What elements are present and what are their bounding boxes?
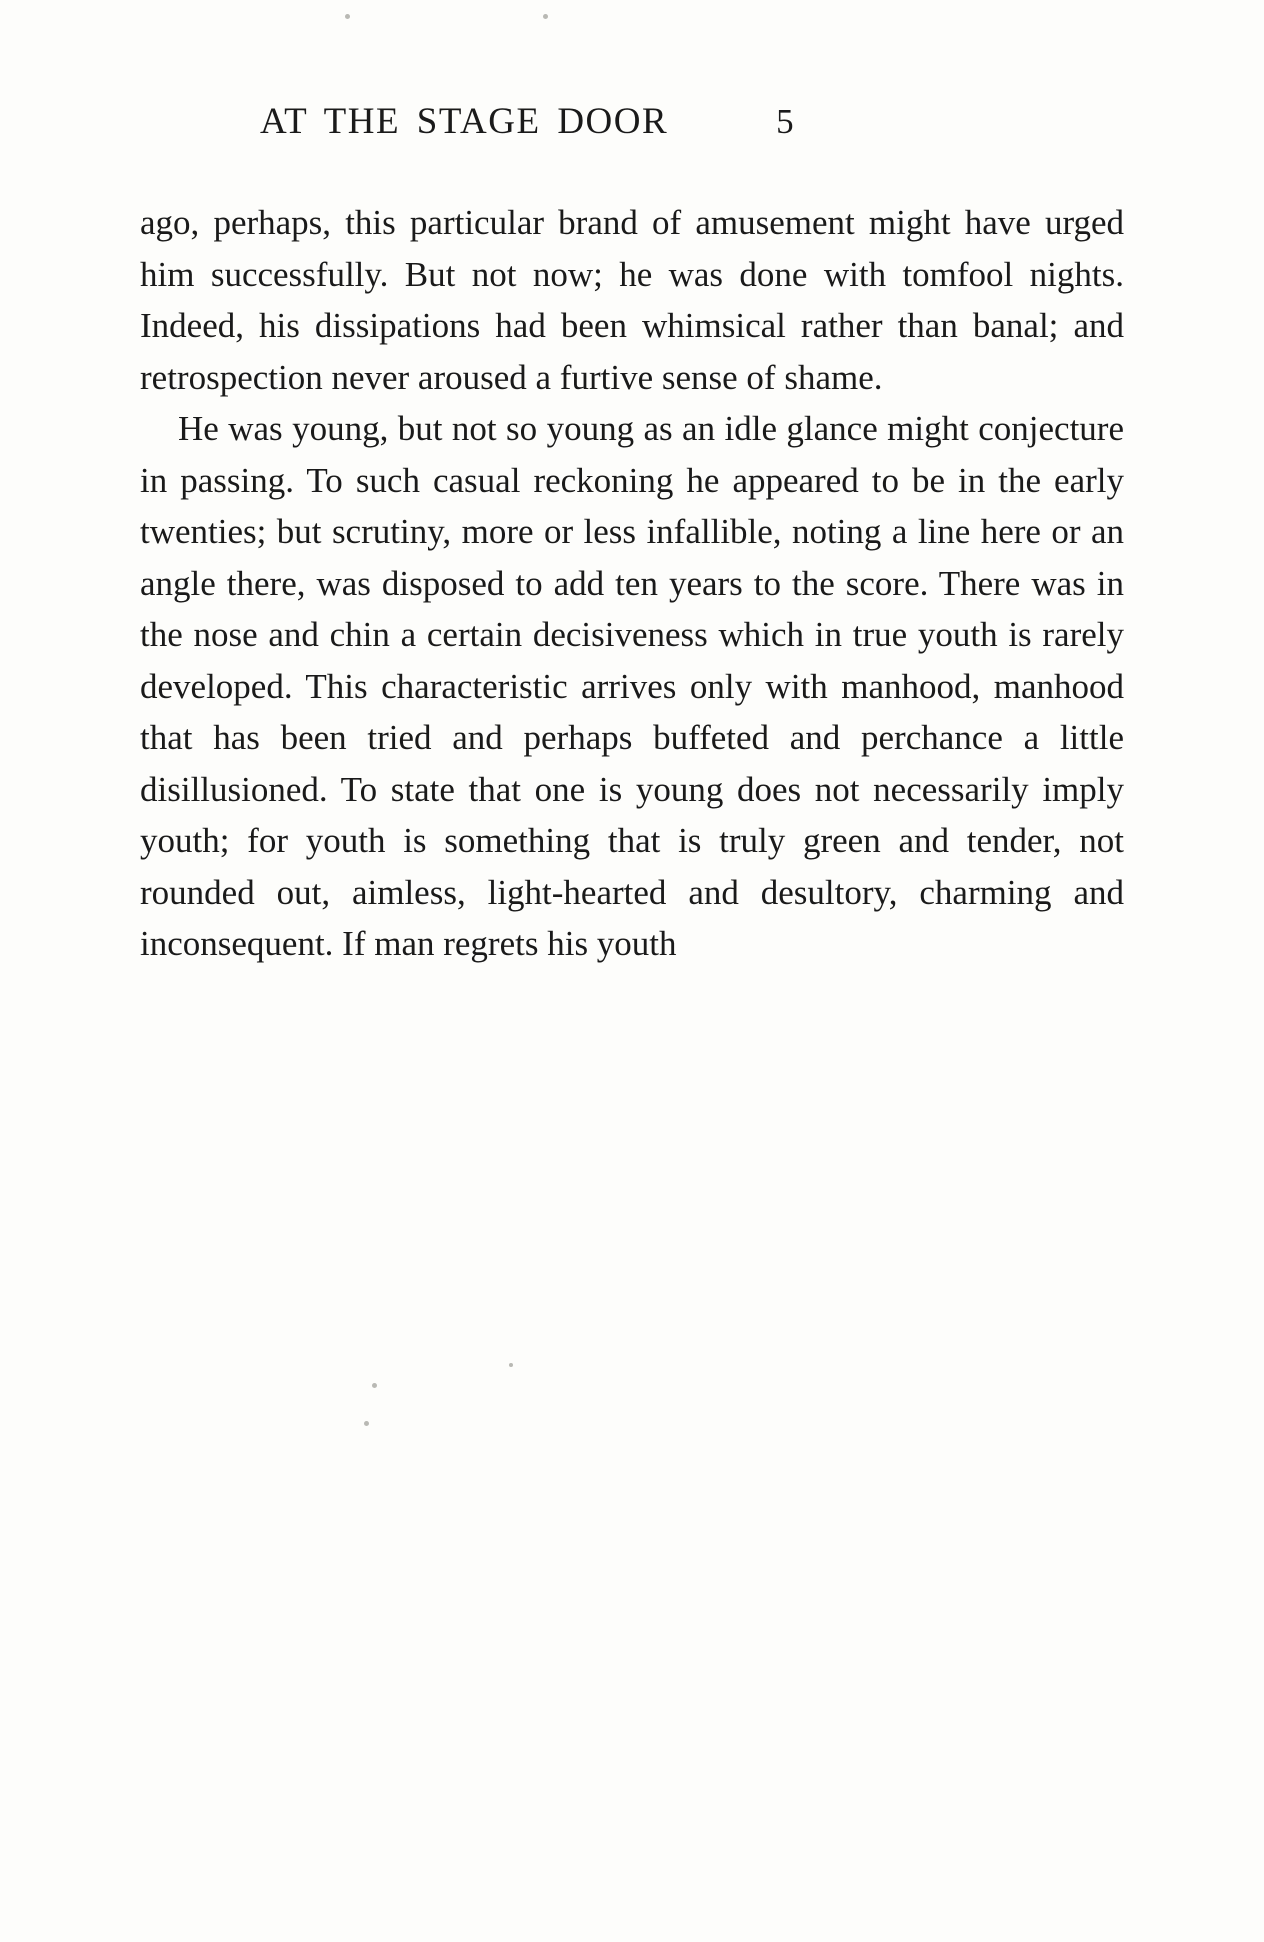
page-speck	[372, 1383, 377, 1388]
page-speck	[364, 1421, 369, 1426]
page-content	[140, 100, 1124, 970]
page-title: AT THE STAGE DOOR	[260, 101, 669, 142]
paragraph: He was young, but not so young as an idle glance might conjecture in passing. To such casual reckoning he appeared to be in the early twenties; but scrutiny, more or less infallible, noting a line here or an angle there, was disposed to add ten years to the score. There was in the nose and chin a certain decisiveness which in true youth is rarely developed. This characteristic arrives only with manhood, manhood that has been tried and perhaps buffeted and perchance a little disillusioned. To state that one is young does not necessarily imply youth; for youth is something that is truly green and tender, not rounded out, aimless, light-hearted and desultory, charming and inconsequent. If man regrets his youth	[140, 409, 1124, 963]
paragraph: ago, perhaps, this particular brand of amusement might have urged him successfully. But not now; he was done with tomfool nights. Indeed, his dissipations had been whimsical rather than banal; and retrospection never aroused a furtive sense of shame.	[140, 203, 1124, 397]
page-speck	[509, 1363, 513, 1367]
page-speck	[345, 14, 350, 19]
body-text	[140, 197, 1124, 970]
running-head	[140, 100, 1124, 143]
page-number: 5	[776, 102, 794, 141]
page-speck	[543, 14, 548, 19]
